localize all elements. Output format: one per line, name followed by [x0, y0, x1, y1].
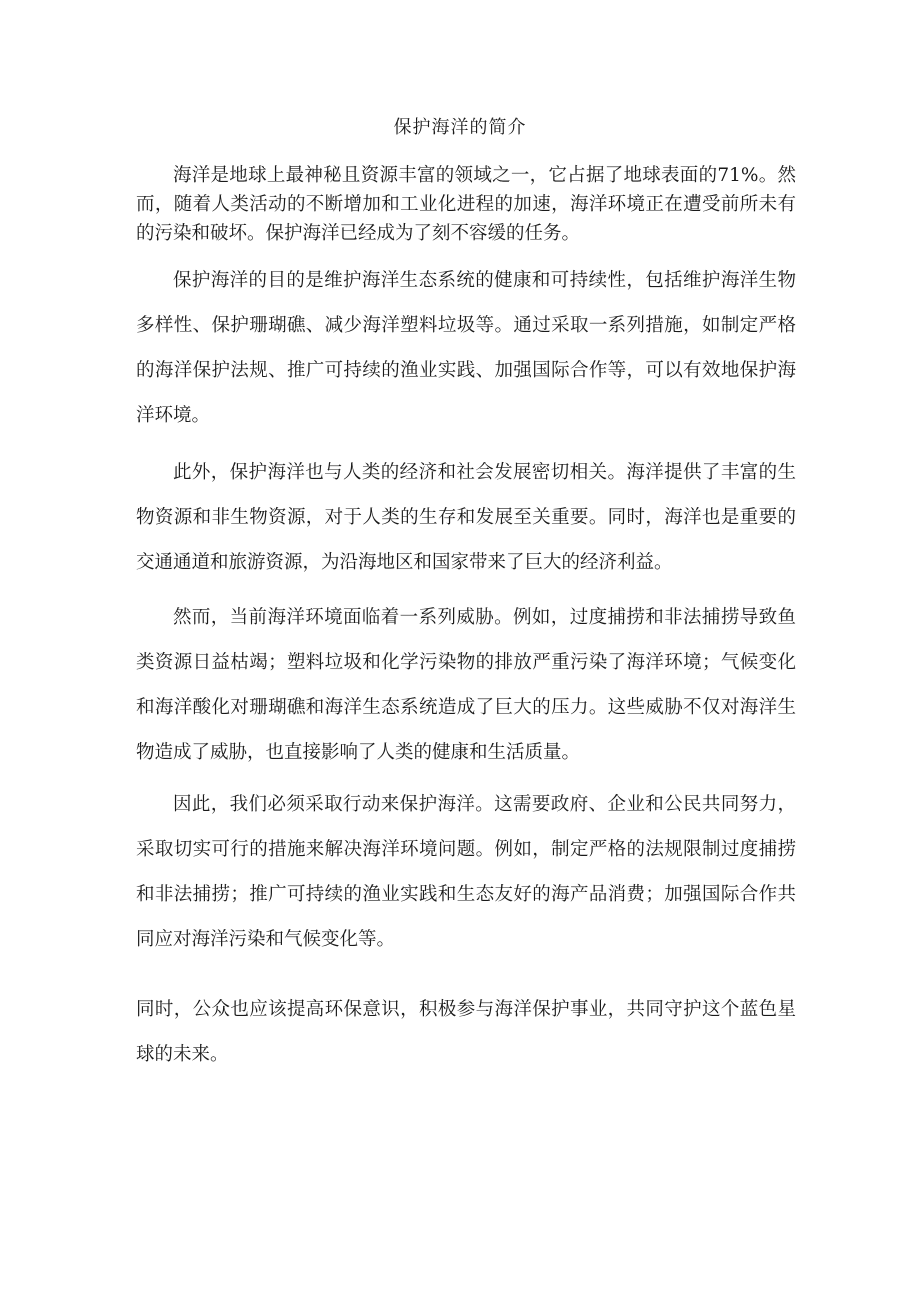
paragraph-actions: 因此，我们必须采取行动来保护海洋。这需要政府、企业和公民共同努力，采取切实可行的措施来解决海洋环境问题。例如，制定严格的法规限制过度捕捞和非法捕捞；推广可持续的渔业实践和生态友好的海产品消费；加强国际合作共同应对海洋污染和气候变化等。: [136, 794, 796, 950]
paragraph-public: 同时，公众也应该提高环保意识，积极参与海洋保护事业，共同守护这个蓝色星球的未来。: [136, 999, 796, 1065]
document-title: 保护海洋的简介: [393, 117, 527, 138]
paragraph-intro: 海洋是地球上最神秘且资源丰富的领域之一，它占据了地球表面的71%。然而，随着人类活动的不断增加和工业化进程的加速，海洋环境正在遭受前所未有的污染和破坏。保护海洋已经成为了刻不容缓的任务。: [136, 165, 796, 244]
paragraph-purpose: 保护海洋的目的是维护海洋生态系统的健康和可持续性，包括维护海洋生物多样性、保护珊瑚礁、减少海洋塑料垃圾等。通过采取一系列措施，如制定严格的海洋保护法规、推广可持续的渔业实践、加强国际合作等，可以有效地保护海洋环境。: [136, 270, 796, 426]
paragraph-economy: 此外，保护海洋也与人类的经济和社会发展密切相关。海洋提供了丰富的生物资源和非生物资源，对于人类的生存和发展至关重要。同时，海洋也是重要的交通通道和旅游资源，为沿海地区和国家带来了巨大的经济利益。: [136, 462, 796, 573]
paragraph-threats: 然而，当前海洋环境面临着一系列威胁。例如，过度捕捞和非法捕捞导致鱼类资源日益枯竭；塑料垃圾和化学污染物的排放严重污染了海洋环境；气候变化和海洋酸化对珊瑚礁和海洋生态系统造成了巨大的压力。这些威胁不仅对海洋生物造成了威胁，也直接影响了人类的健康和生活质量。: [136, 607, 796, 763]
